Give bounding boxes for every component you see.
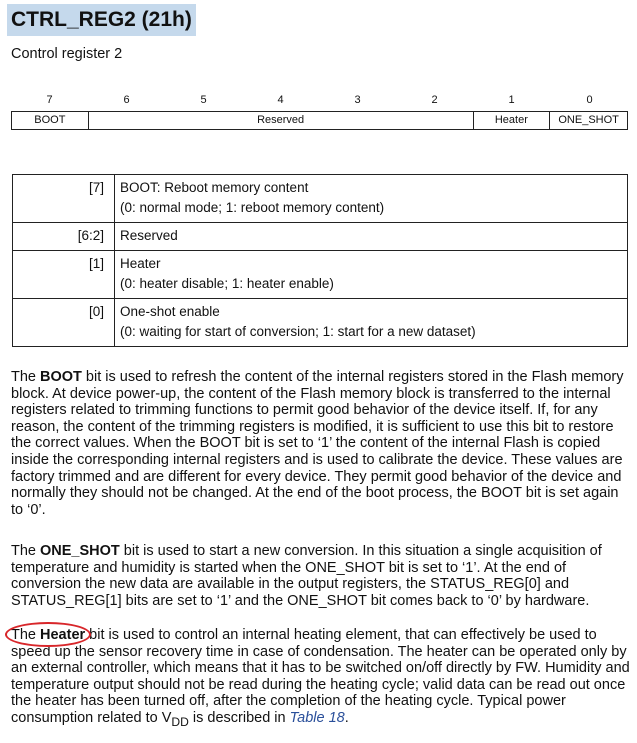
bitmap-boot-cell: BOOT [12, 112, 89, 129]
register-bitmap [11, 111, 628, 130]
bits-cell: [7] [13, 175, 115, 223]
boot-paragraph [11, 369, 631, 518]
bit-number: 4 [277, 94, 284, 106]
paragraph-text: The [11, 543, 41, 559]
vdd-subscript: DD [171, 714, 189, 729]
description-line: (0: waiting for start of conversion; 1: start for a new dataset) [120, 324, 476, 339]
bitmap-one-shot-cell: ONE_SHOT [558, 114, 619, 126]
one-shot-paragraph [11, 543, 631, 609]
description-line: Heater [120, 256, 161, 271]
table-18-link[interactable]: Table 18 [289, 709, 345, 726]
paragraph-text: The [11, 627, 41, 643]
bit-description-table [12, 174, 628, 347]
paragraph-text: bit is used to control an internal heating element, that can effectively be used to speed up the sensor recovery time in case of condensation. The heater can be operated only by an external controller, which means that it has to be switched on/off directly by FW. Humidity and temperature output should not be read during the heating cycle; valid data can be read out once the heater has been turned off, after the completion of the heating cycle. Typical power consumption related to V [11, 627, 630, 726]
bitmap-heater-cell: Heater [474, 112, 551, 129]
bits-cell: [1] [13, 251, 115, 299]
bit-number: 5 [200, 94, 207, 106]
paragraph-text: The [11, 369, 41, 385]
description-line: BOOT: Reboot memory content [120, 180, 309, 195]
table-row [13, 223, 628, 251]
description-cell [115, 175, 628, 223]
description-line: (0: heater disable; 1: heater enable) [120, 276, 334, 291]
boot-term: BOOT [40, 369, 82, 385]
paragraph-text: . [344, 709, 349, 726]
one-shot-term: ONE_SHOT [40, 543, 120, 559]
heater-term: Heater [40, 627, 86, 643]
description-line: (0: normal mode; 1: reboot memory content) [120, 200, 385, 215]
bit-number: 1 [508, 94, 515, 106]
bit-number-row [11, 94, 628, 110]
description-line: One-shot enable [120, 304, 220, 319]
bit-number: 0 [586, 94, 593, 106]
description-line: Reserved [120, 228, 178, 243]
paragraph-text: is described in [188, 709, 290, 726]
bits-cell: [0] [13, 299, 115, 347]
description-cell [115, 251, 628, 299]
bit-number: 7 [46, 94, 53, 106]
paragraph-text: bit is used to refresh the content of the internal registers stored in the Flash memory block. At device power-up, the content of the Flash memory block is transferred to the internal registers related to trimming functions to permit good behavior of the device itself. If, for any reason, the content of the trimming registers is modified, it is sufficient to use this bit to restore the correct values. When the BOOT bit is set to ‘1’ the content of the internal Flash is copied inside the corresponding internal registers and is used to calibrate the device. These values are factory trimmed and are different for every device. They permit good behavior of the device and normally they should not be changed. At the end of the boot process, the BOOT bit is set again to ‘0’. [11, 369, 624, 518]
table-row [13, 251, 628, 299]
paragraph-text: bit is used to start a new conversion. In this situation a single acquisition of temperature and humidity is started when the ONE_SHOT bit is set to ‘1’. At the end of conversion the new data are available in the output registers, the STATUS_REG[0] and STATUS_REG[1] bits are set to ‘1’ and the ONE_SHOT bit comes back to ‘0’ by hardware. [11, 543, 602, 609]
bit-number: 6 [123, 94, 130, 106]
description-cell [115, 223, 628, 251]
annotation-circle [5, 622, 91, 647]
heater-paragraph [11, 627, 631, 730]
description-cell [115, 299, 628, 347]
table-row [13, 175, 628, 223]
bits-cell: [6:2] [13, 223, 115, 251]
table-row [13, 299, 628, 347]
bitmap-reserved-cell: Reserved [89, 112, 474, 129]
page-subtitle: Control register 2 [11, 46, 123, 62]
bit-number: 2 [431, 94, 438, 106]
bit-number: 3 [354, 94, 361, 106]
page-title: CTRL_REG2 (21h) [7, 4, 196, 36]
